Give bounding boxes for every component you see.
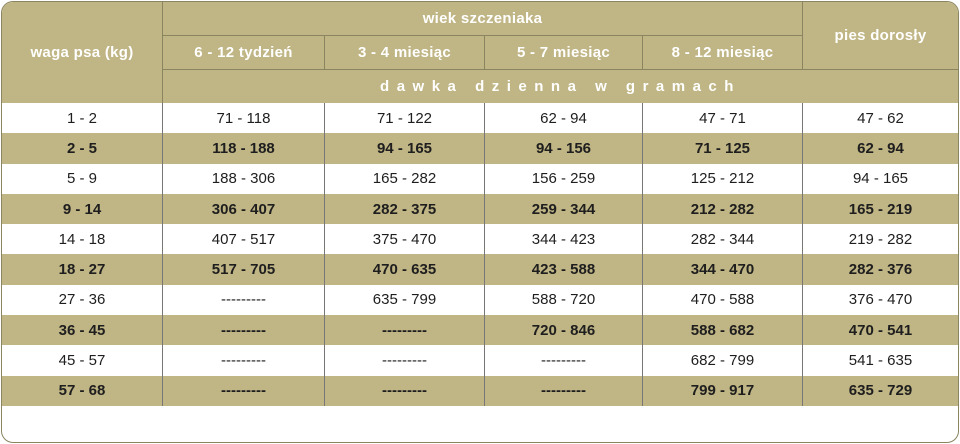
dose-cell: --------- bbox=[162, 345, 324, 375]
dose-cell: 375 - 470 bbox=[324, 224, 484, 254]
weight-range-cell: 2 - 5 bbox=[2, 133, 162, 163]
dose-cell: 62 - 94 bbox=[484, 103, 642, 133]
dose-cell: --------- bbox=[162, 376, 324, 406]
dose-cell: --------- bbox=[324, 345, 484, 375]
daily-dose-subheader: dawka dzienna w gramach bbox=[162, 69, 958, 103]
dose-cell: 156 - 259 bbox=[484, 164, 642, 194]
dose-cell: 282 - 344 bbox=[642, 224, 802, 254]
dose-cell: 306 - 407 bbox=[162, 194, 324, 224]
dose-cell: 635 - 729 bbox=[802, 376, 958, 406]
dose-cell: 71 - 118 bbox=[162, 103, 324, 133]
dose-cell: 125 - 212 bbox=[642, 164, 802, 194]
table-grid bbox=[2, 2, 958, 406]
dose-cell: 282 - 376 bbox=[802, 254, 958, 284]
dose-cell: 588 - 720 bbox=[484, 285, 642, 315]
dose-cell: --------- bbox=[324, 376, 484, 406]
weight-range-cell: 45 - 57 bbox=[2, 345, 162, 375]
dose-cell: 376 - 470 bbox=[802, 285, 958, 315]
dose-cell: 588 - 682 bbox=[642, 315, 802, 345]
dose-cell: 344 - 423 bbox=[484, 224, 642, 254]
dose-cell: 720 - 846 bbox=[484, 315, 642, 345]
dose-cell: 282 - 375 bbox=[324, 194, 484, 224]
dose-cell: 635 - 799 bbox=[324, 285, 484, 315]
weight-range-cell: 57 - 68 bbox=[2, 376, 162, 406]
dose-cell: 94 - 165 bbox=[802, 164, 958, 194]
puppy-age-group-header: wiek szczeniaka bbox=[162, 2, 802, 35]
age-col-header: 3 - 4 miesiąc bbox=[324, 35, 484, 69]
dose-cell: 165 - 219 bbox=[802, 194, 958, 224]
dose-cell: --------- bbox=[484, 345, 642, 375]
dose-cell: 517 - 705 bbox=[162, 254, 324, 284]
dose-cell: 47 - 62 bbox=[802, 103, 958, 133]
dose-cell: --------- bbox=[162, 285, 324, 315]
dose-cell: --------- bbox=[162, 315, 324, 345]
age-col-header: 6 - 12 tydzień bbox=[162, 35, 324, 69]
dose-cell: 94 - 165 bbox=[324, 133, 484, 163]
dose-cell: 212 - 282 bbox=[642, 194, 802, 224]
weight-range-cell: 36 - 45 bbox=[2, 315, 162, 345]
dose-cell: 423 - 588 bbox=[484, 254, 642, 284]
dose-cell: 470 - 635 bbox=[324, 254, 484, 284]
dose-cell: 71 - 125 bbox=[642, 133, 802, 163]
dose-cell: 344 - 470 bbox=[642, 254, 802, 284]
dose-cell: 188 - 306 bbox=[162, 164, 324, 194]
dose-cell: 62 - 94 bbox=[802, 133, 958, 163]
dose-cell: 407 - 517 bbox=[162, 224, 324, 254]
dose-cell: 118 - 188 bbox=[162, 133, 324, 163]
dose-cell: 682 - 799 bbox=[642, 345, 802, 375]
weight-range-cell: 9 - 14 bbox=[2, 194, 162, 224]
dose-cell: 71 - 122 bbox=[324, 103, 484, 133]
dose-cell: 47 - 71 bbox=[642, 103, 802, 133]
age-col-header: 8 - 12 miesiąc bbox=[642, 35, 802, 69]
weight-range-cell: 18 - 27 bbox=[2, 254, 162, 284]
weight-range-cell: 14 - 18 bbox=[2, 224, 162, 254]
dose-cell: 94 - 156 bbox=[484, 133, 642, 163]
weight-range-cell: 27 - 36 bbox=[2, 285, 162, 315]
dose-cell: 470 - 541 bbox=[802, 315, 958, 345]
dose-cell: 470 - 588 bbox=[642, 285, 802, 315]
age-col-header: 5 - 7 miesiąc bbox=[484, 35, 642, 69]
weight-column-header: waga psa (kg) bbox=[2, 2, 162, 103]
feeding-table bbox=[1, 1, 959, 443]
dose-cell: --------- bbox=[484, 376, 642, 406]
dose-cell: 165 - 282 bbox=[324, 164, 484, 194]
adult-dog-header: pies dorosły bbox=[802, 2, 958, 69]
dose-cell: 541 - 635 bbox=[802, 345, 958, 375]
dose-cell: 259 - 344 bbox=[484, 194, 642, 224]
dose-cell: 799 - 917 bbox=[642, 376, 802, 406]
weight-range-cell: 5 - 9 bbox=[2, 164, 162, 194]
weight-range-cell: 1 - 2 bbox=[2, 103, 162, 133]
dose-cell: 219 - 282 bbox=[802, 224, 958, 254]
dose-cell: --------- bbox=[324, 315, 484, 345]
